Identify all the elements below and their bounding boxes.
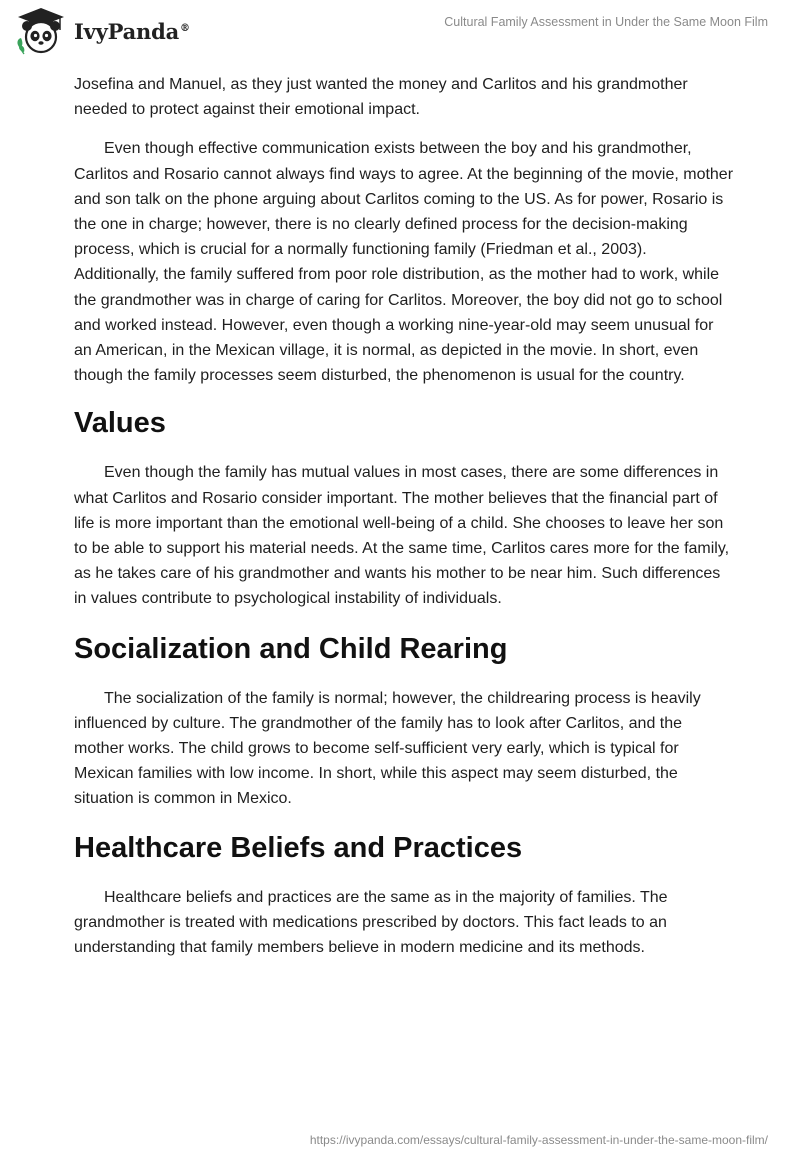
paragraph-power: Even though effective communication exists between the boy and his grandmother, Carlitos and Rosario cannot always find ways to agree. At the beginning of the movie, mother and son talk on the phone arguing about Carlitos coming to the US. As for power, Rosario is the one in charge; however, there is no clearly defined process for the decision-making process, which is crucial for a normally functioning family (Friedman et al., 2003). Additionally, the family suffered from poor role distribution, as the mother had to work, while the grandmother was in charge of caring for Carlitos. Moreover, the boy did not go to school and worked instead. However, even though a working nine-year-old may seem unusual for an American, in the Mexican village, it is normal, as depicted in the movie. In short, even though the family processes seem disturbed, the phenomenon is usual for the country. bbox=[74, 140, 734, 385]
panda-graduation-cap-icon bbox=[14, 6, 68, 56]
page-header bbox=[0, 0, 800, 64]
source-url-link[interactable]: https://ivypanda.com/essays/cultural-family-assessment-in-under-the-same-moon-film/ bbox=[309, 1133, 768, 1147]
section-heading-values: Values bbox=[74, 407, 166, 440]
paragraph-values: Even though the family has mutual values in most cases, there are some differences in what Carlitos and Rosario consider important. The mother believes that the financial part of life is more important than the emotional well-being of a child. She chooses to leave her son to be able to support his material needs. At the same time, Carlitos cares more for the family, as he takes care of his grandmother and wants his mother to be near him. Such differences in values contribute to psychological instability of individuals. bbox=[74, 464, 730, 608]
paragraph-continued: Josefina and Manuel, as they just wanted the money and Carlitos and his grandmother needed to protect against their emotional impact. bbox=[74, 76, 688, 119]
ivypanda-logo[interactable] bbox=[14, 6, 190, 56]
paragraph-socialization: The socialization of the family is normal; however, the childrearing process is heavily influenced by culture. The grandmother of the family has to look after Carlitos, and the mother works. The child grows to become self-sufficient very early, which is typical for Mexican families with low income. In short, while this aspect may seem disturbed, the situation is common in Mexico. bbox=[74, 689, 701, 808]
section-heading-healthcare: Healthcare Beliefs and Practices bbox=[74, 831, 523, 864]
essay-content bbox=[74, 72, 734, 960]
document-title: Cultural Family Assessment in Under the Same Moon Film bbox=[444, 15, 768, 29]
paragraph-healthcare: Healthcare beliefs and practices are the same as in the majority of families. The grandmother is treated with medications prescribed by doctors. This fact leads to an understanding that family members believe in modern medicine and its methods. bbox=[74, 888, 668, 957]
brand-name: IvyPanda® bbox=[74, 18, 190, 44]
section-heading-socialization: Socialization and Child Rearing bbox=[74, 632, 508, 665]
